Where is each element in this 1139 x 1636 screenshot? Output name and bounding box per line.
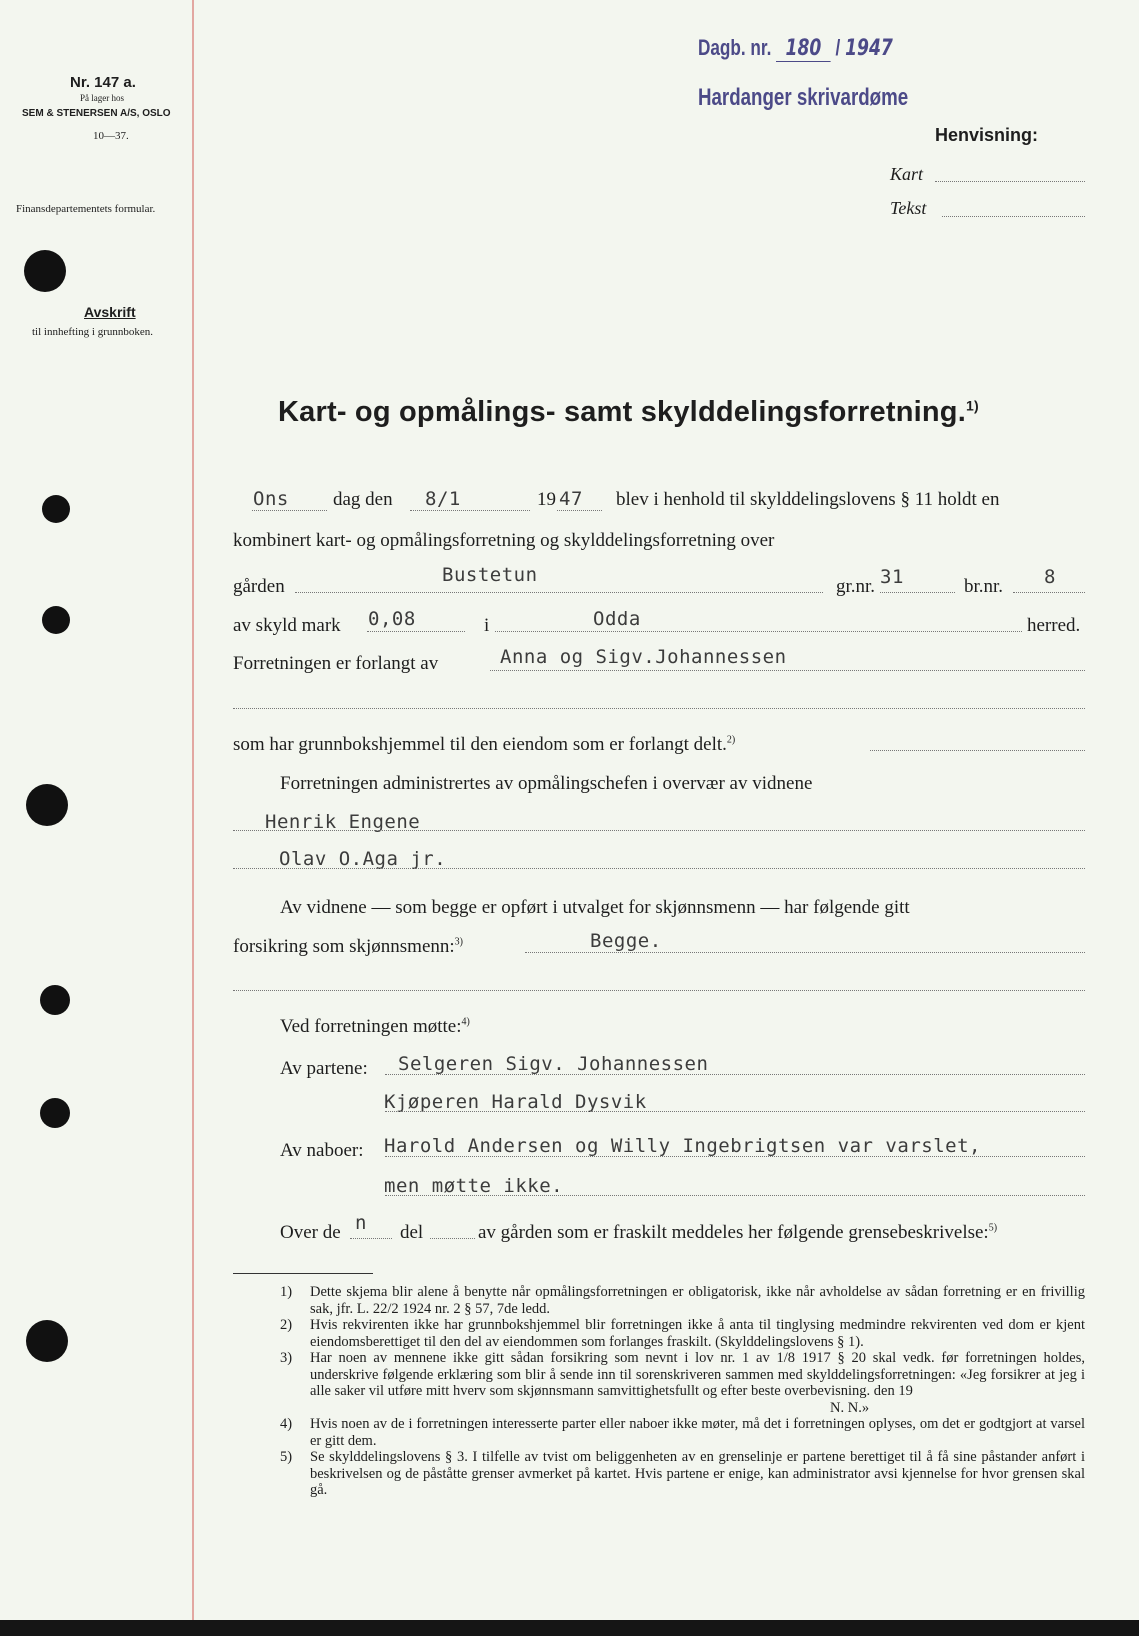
hjemmel-note: 2) <box>726 734 736 746</box>
journal-number: 180 <box>776 36 831 62</box>
partene-label: Av partene: <box>280 1058 368 1079</box>
skyld-label: av skyld mark <box>233 615 341 636</box>
dag-den-label: dag den <box>333 489 393 510</box>
over-rest-text: av gården som er fraskilt meddeles her følgende grensebeskrivelse: <box>478 1222 989 1243</box>
footnote <box>270 1284 1085 1317</box>
municipality-value: Odda <box>593 608 641 630</box>
footnote-mark: 1) <box>280 1284 293 1300</box>
blank-line-2 <box>233 990 1085 991</box>
motte-note: 4) <box>461 1016 470 1028</box>
witness-2: Olav O.Aga jr. <box>279 848 447 870</box>
page-title-text: Kart- og opmålings- samt skylddelingsforretning. <box>278 396 966 428</box>
footnote-signature <box>270 1400 1085 1417</box>
forsikring-label-text: forsikring som skjønnsmenn: <box>233 936 455 957</box>
journal-stamp-line1 <box>698 35 893 61</box>
blank-line <box>233 708 1085 709</box>
neighbours-2: men møtte ikke. <box>384 1175 564 1197</box>
punch-hole <box>26 1320 68 1362</box>
footnote-divider <box>233 1273 373 1274</box>
party-2-line <box>385 1111 1085 1112</box>
municipality-line <box>495 631 1022 632</box>
form-number: Nr. 147 a. <box>70 74 136 91</box>
party-1: Selgeren Sigv. Johannessen <box>398 1053 709 1075</box>
footnote-mark: 5) <box>280 1449 293 1465</box>
requesters-line <box>490 670 1085 671</box>
printer-date: 10—37. <box>93 130 129 142</box>
neighbours-2-line <box>385 1195 1085 1196</box>
herred-label: herred. <box>1027 615 1081 636</box>
reference-kart-line <box>935 181 1085 182</box>
footnote-text: Hvis noen av de i forretningen interesserte parter eller naboer ikke møter, må det i forretningen oplyses, om det er godtgjort at varsel er gitt dem. <box>310 1416 1085 1449</box>
form-source: Finansdepartementets formular. <box>16 203 156 215</box>
punch-hole <box>24 250 66 292</box>
footnote-mark: 3) <box>280 1350 293 1366</box>
witness-2-line <box>233 868 1085 869</box>
reference-heading: Henvisning: <box>935 125 1039 145</box>
printer-name: SEM & STENERSEN A/S, OSLO <box>22 108 171 119</box>
punch-hole <box>42 495 70 523</box>
date-value: 8/1 <box>425 488 461 510</box>
punch-hole <box>26 784 68 826</box>
witness-1: Henrik Engene <box>265 811 421 833</box>
reference-tekst-label: Tekst <box>890 198 927 218</box>
journal-separator: / <box>835 35 841 60</box>
footnote-mark: 4) <box>280 1416 293 1432</box>
i-label: i <box>484 615 490 636</box>
brnr-label: br.nr. <box>964 576 1004 597</box>
forlangt-label: Forretningen er forlangt av <box>233 653 439 674</box>
footnote <box>270 1416 1085 1449</box>
copy-title: Avskrift <box>84 304 136 320</box>
weekday-line <box>252 510 327 511</box>
grnr-line <box>880 592 955 593</box>
footnote <box>270 1317 1085 1350</box>
footnotes <box>270 1284 1085 1499</box>
footnote-text: Har noen av mennene ikke gitt sådan forsikring som nevnt i lov nr. 1 av 1/8 1917 § 20 skal vedk. før forretningen holdes, underskrive følgende erklæring som blir å sende inn til sorenskriveren sammen med skylddelingsforretningen: «Jeg forsikrer at jeg i alle saker vil utføre mitt hverv som skjønnsmann samvittighetsfullt og efter beste overbevisning. den 19 <box>310 1350 1085 1399</box>
margin-rule <box>192 0 194 1636</box>
neighbours-1: Harold Andersen og Willy Ingebrigtsen var varslet, <box>384 1135 981 1157</box>
vidnene-text: Av vidnene — som begge er opført i utvalget for skjønnsmenn — har følgende gitt <box>280 897 910 918</box>
admin-text: Forretningen administrertes av opmålingschefen i overvær av vidnene <box>280 773 813 794</box>
grnr-value: 31 <box>880 566 904 588</box>
punch-hole <box>42 606 70 634</box>
party-2: Kjøperen Harald Dysvik <box>384 1091 647 1113</box>
over-note: 5) <box>988 1222 998 1234</box>
footnote <box>270 1350 1085 1400</box>
brnr-value: 8 <box>1044 566 1056 588</box>
printer-line: På lager hos <box>80 93 124 103</box>
brnr-line <box>1013 592 1085 593</box>
hjemmel-line <box>870 750 1085 751</box>
scan-edge <box>0 1620 1139 1636</box>
year-value: 47 <box>559 488 583 510</box>
footnote-signature-text: N. N.» <box>830 1399 870 1416</box>
forsikring-note: 3) <box>454 936 464 948</box>
del-label: del <box>400 1222 424 1243</box>
footnote <box>270 1449 1085 1499</box>
forsikring-value: Begge. <box>590 930 662 952</box>
over-label: Over de <box>280 1222 341 1243</box>
over-line <box>350 1238 392 1239</box>
court-stamp: Hardanger skrivardøme <box>698 84 909 111</box>
page-title-note: 1) <box>965 397 979 414</box>
farm-name-value: Bustetun <box>442 564 538 586</box>
naboer-label: Av naboer: <box>280 1140 364 1161</box>
reference-tekst-line <box>942 216 1085 217</box>
reference-kart-label: Kart <box>890 164 924 184</box>
motte-label <box>280 1016 470 1038</box>
hjemmel-text <box>233 734 735 756</box>
punch-hole <box>40 985 70 1015</box>
requesters-value: Anna og Sigv.Johannessen <box>500 646 787 668</box>
footnote-mark: 2) <box>280 1317 293 1333</box>
footnote-text: Se skylddelingslovens § 3. I tilfelle av tvist om beliggenheten av en grenselinje er partene berettiget til å få sine påstander anført i beskrivelsen og de påståtte grenser avmerket på kartet. Hvis partene er enige, kan administrator avsi kjennelse for hvor grensen skal gå. <box>310 1449 1085 1498</box>
copy-subtitle: til innhefting i grunnboken. <box>32 326 153 338</box>
forretning-line: kombinert kart- og opmålingsforretning og skylddelingsforretning over <box>233 530 775 551</box>
skyld-line <box>367 631 465 632</box>
neighbours-1-line <box>385 1156 1085 1157</box>
over-rest <box>478 1222 997 1244</box>
year-line <box>557 510 602 511</box>
year-prefix: 19 <box>537 489 556 510</box>
party-1-line <box>385 1074 1085 1075</box>
journal-number-label: Dagb. nr. <box>698 35 772 60</box>
punch-hole <box>40 1098 70 1128</box>
motte-label-text: Ved forretningen møtte: <box>280 1016 462 1037</box>
footnote-text: Dette skjema blir alene å benytte når opmålingsforretningen er obligatorisk, ikke når avholdelse av sådan forretning er en frivillig sak, jfr. L. 22/2 1924 nr. 2 § 57, 7de ledd. <box>310 1284 1085 1317</box>
garden-label: gården <box>233 576 285 597</box>
grnr-label: gr.nr. <box>836 576 876 597</box>
skyld-value: 0,08 <box>368 608 416 630</box>
weekday-value: Ons <box>253 488 289 510</box>
witness-1-line <box>233 830 1085 831</box>
del-line <box>430 1238 475 1239</box>
footnote-text: Hvis rekvirenten ikke har grunnbokshjemmel blir forretningen ikke å anta til tinglysing medmindre rekvirenten ved dom er kjent eiendomsberettiget til den del av eiendommen som forlanges fraskilt. (Skylddelingslovens § 1). <box>310 1317 1085 1350</box>
date-line <box>410 510 530 511</box>
forsikring-label <box>233 936 463 958</box>
page-title <box>278 396 979 429</box>
sentence-end: blev i henhold til skylddelingslovens § 11 holdt en <box>616 489 1000 510</box>
farm-line <box>295 592 823 593</box>
forsikring-line <box>525 952 1085 953</box>
hjemmel-sentence: som har grunnbokshjemmel til den eiendom som er forlangt delt. <box>233 734 727 755</box>
journal-year: 1947 <box>845 36 893 61</box>
over-value: n <box>355 1212 367 1234</box>
